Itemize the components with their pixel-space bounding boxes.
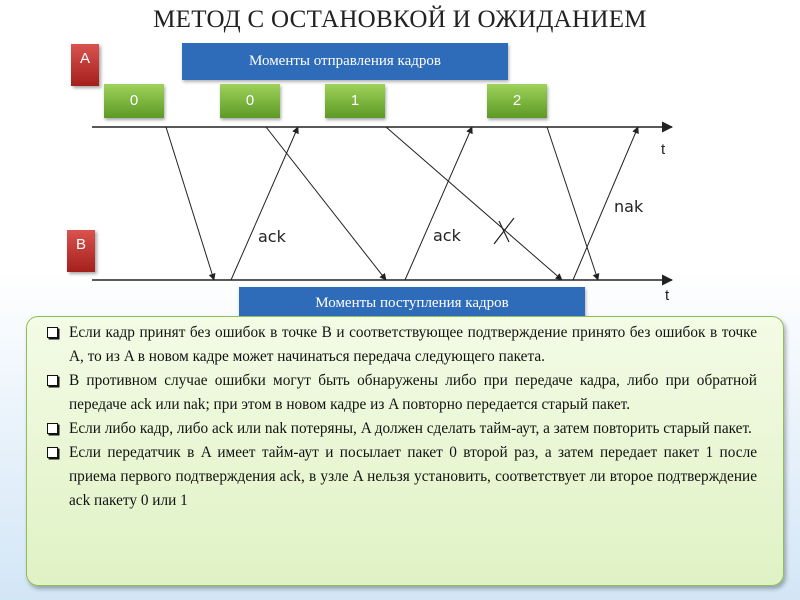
page-title: МЕТОД С ОСТАНОВКОЙ И ОЖИДАНИЕМ — [153, 6, 647, 33]
frame-arrow-1 — [386, 127, 562, 280]
node-a-label: A — [71, 44, 99, 86]
axis-label-bottom: t — [665, 287, 670, 304]
explanation-box — [26, 316, 784, 586]
frame-1: 1 — [325, 84, 385, 118]
frame-0-first: 0 — [104, 84, 164, 118]
error-cross-b — [494, 218, 514, 244]
square-bullet-icon — [47, 375, 58, 386]
ack-label-1: ack — [258, 227, 286, 246]
list-item: Если кадр принят без ошибок в точке B и соответствующее подтверждение принято без ошибок в точке A, то из A в новом кадре может начинаться передача следующего пакета. — [69, 321, 757, 369]
explanation-list — [27, 317, 783, 513]
frame-arrow-2 — [547, 127, 598, 280]
square-bullet-icon — [47, 327, 58, 338]
frame-arrow-0-first — [166, 127, 214, 280]
frame-arrow-0-second — [266, 127, 386, 280]
list-item: В противном случае ошибки могут быть обнаружены либо при передаче кадра, либо при обратной передаче ack или nak; при этом в новом кадре из A повторно передается старый пакет. — [69, 369, 757, 417]
nak-label: nak — [614, 197, 644, 216]
ack-arrow-2 — [405, 127, 472, 280]
square-bullet-icon — [47, 423, 58, 434]
list-item: Если либо кадр, либо ack или nak потеряны, A должен сделать тайм-аут, а затем повторить старый пакет. — [69, 417, 757, 441]
ack-arrow-1 — [231, 127, 298, 280]
square-bullet-icon — [47, 447, 58, 458]
ack-label-2: ack — [433, 226, 461, 245]
node-b-label: B — [67, 230, 95, 272]
frame-0-second: 0 — [220, 84, 280, 118]
send-moments-banner: Моменты отправления кадров — [182, 43, 508, 80]
receive-moments-banner: Моменты поступления кадров — [239, 287, 585, 319]
frame-2: 2 — [487, 84, 547, 118]
list-item: Если передатчик в A имеет тайм-аут и посылает пакет 0 второй раз, а затем передает пакет 1 после приема первого подтверждения ack, в узле A нельзя установить, соответствует ли второе подтверждение ack пакету 0 или 1 — [69, 441, 757, 513]
axis-label-top: t — [661, 141, 666, 158]
